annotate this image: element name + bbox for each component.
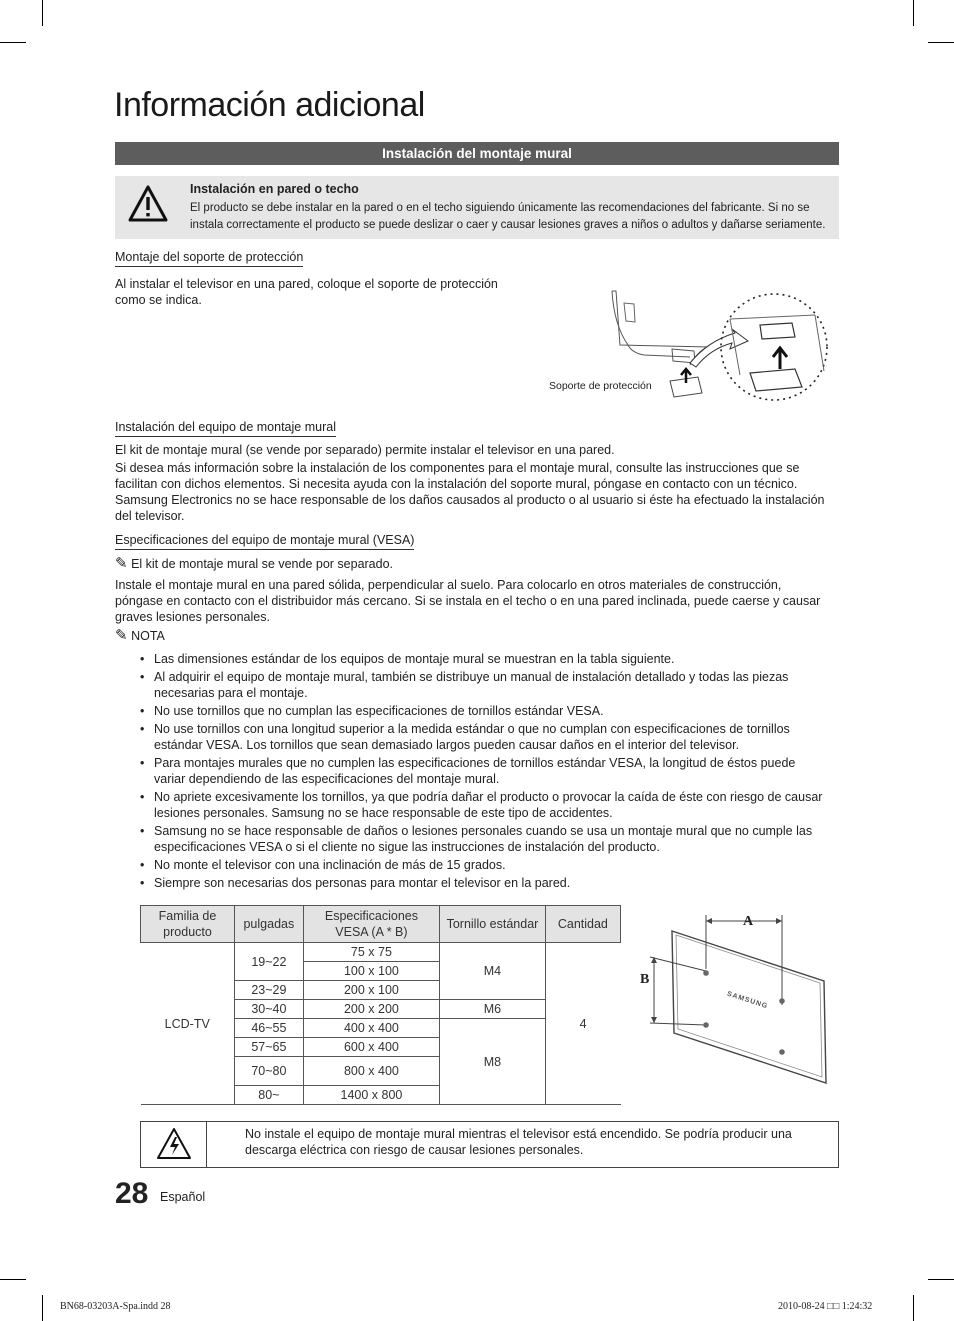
- list-item: • Las dimensiones estándar de los equipos de montaje mural se muestran en la tabla siguiente.: [140, 651, 830, 667]
- protector-figure-label: Soporte de protección: [549, 380, 652, 392]
- page-number: 28: [115, 1177, 149, 1210]
- table-header: Familia de producto: [141, 906, 235, 943]
- dimension-b-label: B: [640, 972, 650, 987]
- inches-cell: 19~22: [235, 943, 304, 981]
- crop-mark: [928, 42, 954, 43]
- wallkit-heading: Instalación del equipo de montaje mural: [115, 420, 336, 437]
- note-label: NOTA: [131, 629, 165, 643]
- crop-mark: [42, 1295, 43, 1321]
- wallkit-p2: Si desea más información sobre la instalación de los componentes para el montaje mural, consulte las instrucciones que se facilitan con dichos elementos. Si necesita ayuda con la instalación del soporte mural, póngase en contacto con un técnico. Samsung Electronics no se hace responsable de los daños causados al producto o al usuario si éste ha efectuado la instalación del televisor.: [115, 461, 825, 523]
- vesa-cell: 400 x 400: [303, 1019, 439, 1038]
- list-item: • Al adquirir el equipo de montaje mural, también se distribuye un manual de instalación detallado y todas las piezas necesarias para el montaje.: [140, 669, 830, 701]
- pencil-note-icon: ✎: [115, 627, 128, 644]
- vesa-cell: 200 x 200: [303, 1000, 439, 1019]
- table-header: pulgadas: [235, 906, 304, 943]
- note-bullets: [140, 651, 830, 893]
- inches-cell: 30~40: [235, 1000, 304, 1019]
- language-label: Español: [160, 1190, 206, 1204]
- section-title: Instalación del montaje mural: [115, 142, 839, 165]
- crop-mark: [0, 42, 26, 43]
- warning-box: [140, 1121, 839, 1168]
- table-header-row: [141, 906, 621, 943]
- table-header: Tornillo estándar: [440, 906, 546, 943]
- wallkit-p1: El kit de montaje mural (se vende por separado) permite instalar el televisor en una pared.: [115, 443, 615, 457]
- list-item: • Para montajes murales que no cumplen las especificaciones de tornillos estándar VESA, la longitud de éstos puede variar dependiendo de las especificaciones del montaje mural.: [140, 755, 830, 787]
- table-row: [141, 943, 621, 962]
- vesa-cell: 1400 x 800: [303, 1086, 439, 1105]
- warning-triangle-icon: [127, 184, 169, 229]
- table-header: Especificaciones VESA (A * B): [303, 906, 439, 943]
- inches-cell: 70~80: [235, 1057, 304, 1086]
- note-label-line: [115, 628, 165, 644]
- list-item: • No monte el televisor con una inclinación de más de 15 grados.: [140, 857, 830, 873]
- vesa-cell: 75 x 75: [303, 943, 439, 962]
- crop-mark: [42, 0, 43, 26]
- crop-mark: [913, 0, 914, 26]
- electric-shock-icon: [156, 1127, 192, 1166]
- list-item: • No use tornillos que no cumplan las especificaciones de tornillos estándar VESA.: [140, 703, 830, 719]
- inches-cell: 80~: [235, 1086, 304, 1105]
- footer-timestamp: 2010-08-24 □□ 1:24:32: [778, 1301, 873, 1312]
- table-header: Cantidad: [545, 906, 620, 943]
- protector-text: Al instalar el televisor en una pared, coloque el soporte de protección como se indica.: [115, 277, 498, 307]
- pencil-note-icon: ✎: [115, 555, 128, 572]
- samsung-logo: SAMSUNG: [725, 990, 769, 1011]
- crop-mark: [928, 1279, 954, 1280]
- inches-cell: 23~29: [235, 981, 304, 1000]
- screw-cell: M4: [440, 943, 546, 1000]
- list-item: • No use tornillos con una longitud superior a la medida estándar o que no cumplan con especificaciones de tornillos estándar VESA. Los tornillos que sean demasiado largos pueden causar daños en el interior del televisor.: [140, 721, 830, 753]
- list-item: • Siempre son necesarias dos personas para montar el televisor en la pared.: [140, 875, 830, 891]
- crop-mark: [0, 1279, 26, 1280]
- note-sold-line: [115, 556, 393, 572]
- warning-icon-cell: [141, 1122, 207, 1167]
- vesa-cell: 600 x 400: [303, 1038, 439, 1057]
- screw-cell: M6: [440, 1000, 546, 1019]
- crop-mark: [913, 1295, 914, 1321]
- family-cell: LCD-TV: [141, 943, 235, 1105]
- protector-heading: Montaje del soporte de protección: [115, 250, 303, 267]
- vesa-spec-table: [140, 905, 621, 1105]
- vesa-cell: 100 x 100: [303, 962, 439, 981]
- footer-file-name: BN68-03203A-Spa.indd 28: [60, 1301, 171, 1312]
- vesa-heading: Especificaciones del equipo de montaje mural (VESA): [115, 533, 414, 550]
- warning-text: No instale el equipo de montaje mural mientras el televisor está encendido. Se podría producir una descarga eléctrica con riesgo de causar lesiones personales.: [245, 1127, 792, 1157]
- vesa-cell: 200 x 100: [303, 981, 439, 1000]
- quantity-cell: 4: [545, 943, 620, 1105]
- inches-cell: 57~65: [235, 1038, 304, 1057]
- screw-cell: M8: [440, 1019, 546, 1105]
- page-title: Información adicional: [114, 86, 425, 124]
- inches-cell: 46~55: [235, 1019, 304, 1038]
- vesa-cell: 800 x 400: [303, 1057, 439, 1086]
- install-text: Instale el montaje mural en una pared sólida, perpendicular al suelo. Para colocarlo en otros materiales de construcción, póngase en contacto con el distribuidor más cercano. Si se instala en el techo o en una pared inclinada, puede caerse y causar graves lesiones personales.: [115, 578, 821, 624]
- list-item: • No apriete excesivamente los tornillos, ya que podría dañar el producto o provocar la caída de éste con riesgo de causar lesiones personales. Samsung no se hace responsable de este tipo de accidentes.: [140, 789, 830, 821]
- dimension-a-label: A: [743, 914, 754, 929]
- note-sold-text: El kit de montaje mural se vende por separado.: [131, 557, 394, 571]
- caution-heading: Instalación en pared o techo: [190, 182, 359, 196]
- list-item: • Samsung no se hace responsable de daños o lesiones personales cuando se usa un montaje mural que no cumple las especificaciones VESA o si el cliente no sigue las instrucciones de instalación del producto.: [140, 823, 830, 855]
- caution-box: [115, 176, 839, 239]
- caution-text: El producto se debe instalar en la pared o en el techo siguiendo únicamente las recomendaciones del fabricante. Si no se instala correctamente el producto se puede deslizar o caer y causar lesiones graves a niños o adultos y dañarse seriamente.: [190, 202, 826, 231]
